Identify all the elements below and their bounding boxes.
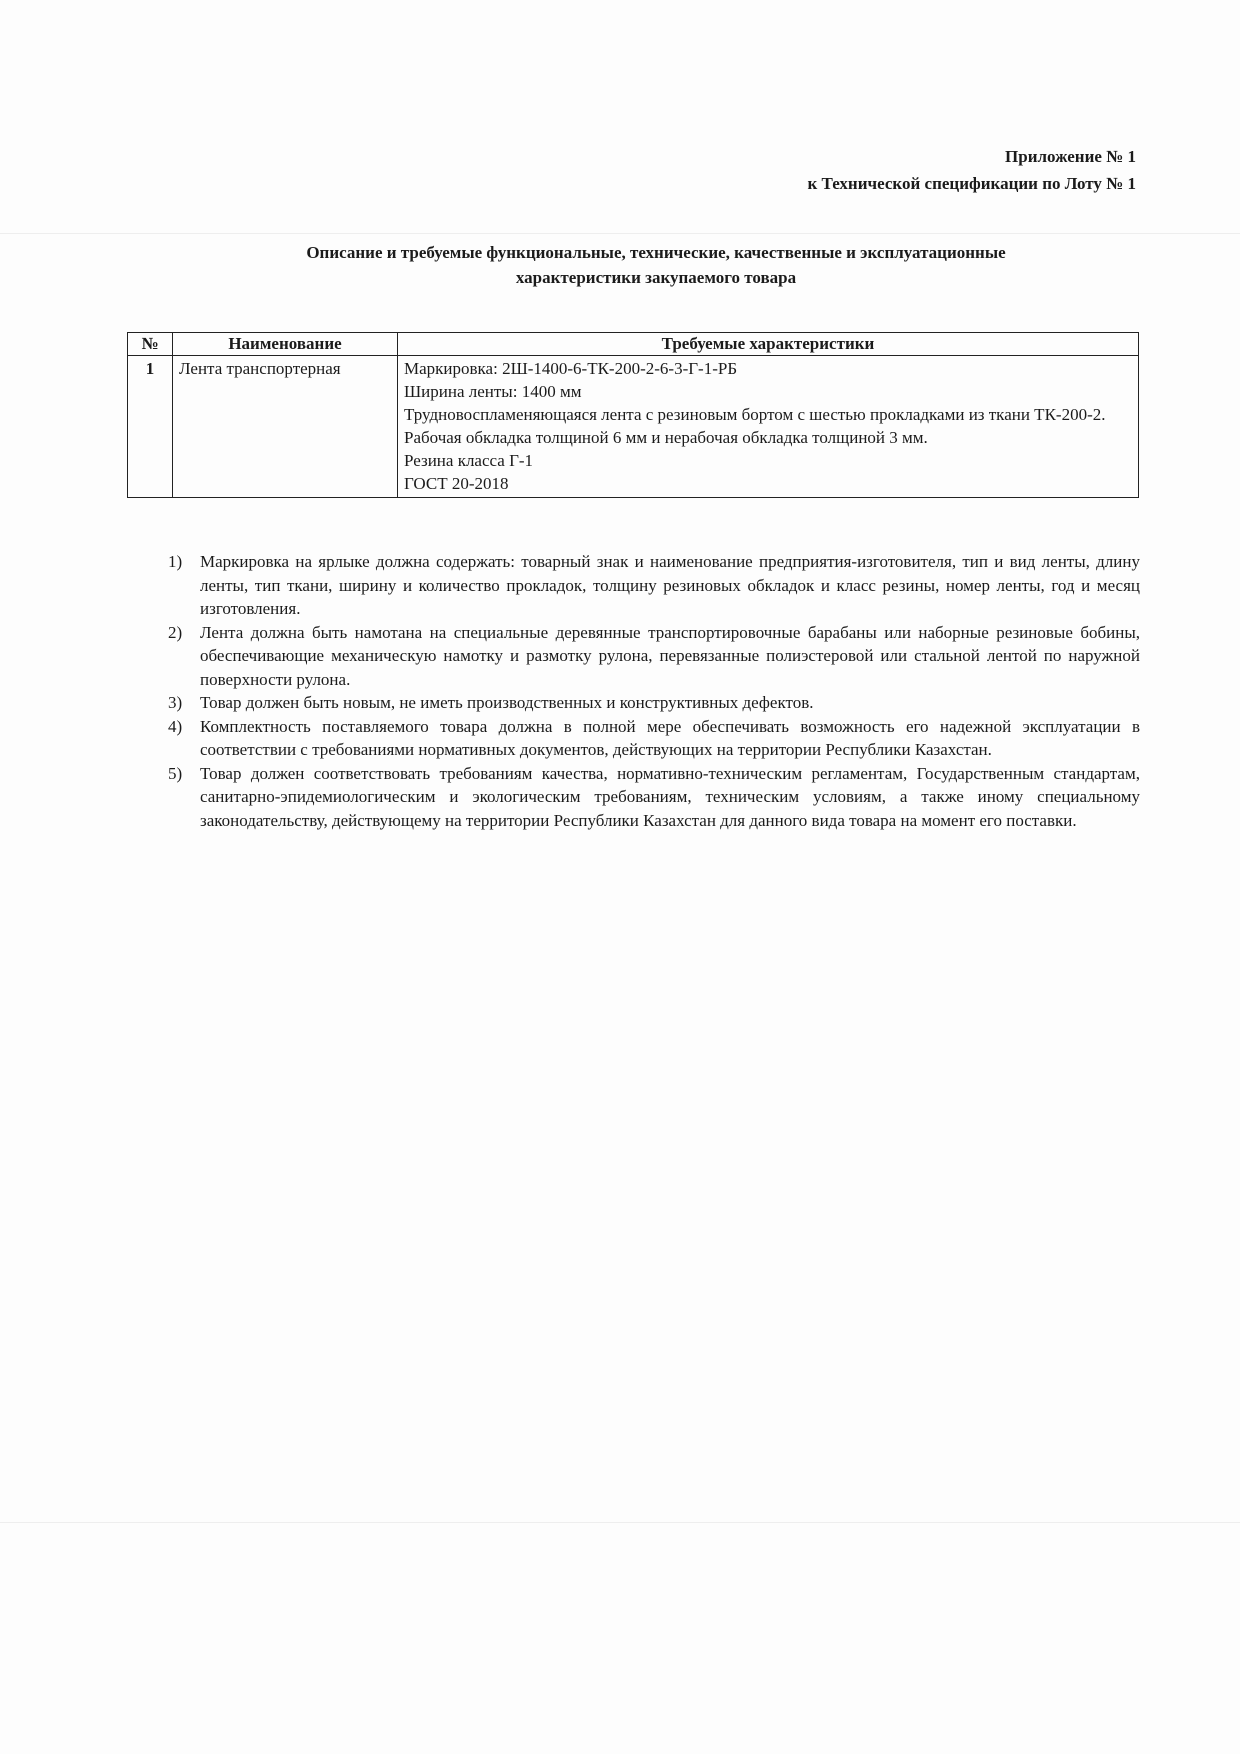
list-item-number: 3): [168, 693, 183, 712]
appendix-header: [807, 143, 1136, 197]
list-item-text: Товар должен быть новым, не иметь производственных и конструктивных дефектов.: [200, 693, 814, 712]
row-name: Лента транспортерная: [173, 356, 398, 498]
list-item-text: Товар должен соответствовать требованиям качества, нормативно-техническим регламентам, Государственным стандартам, санитарно-эпидемиологическим и экологическим требованиям, техническим условиям, а также иному специальному законодательству, действующему на территории Республики Казахстан для данного вида товара на момент его поставки.: [200, 763, 1140, 830]
specification-table: [127, 332, 1139, 498]
header-num: №: [128, 333, 173, 356]
scan-artifact-line: [0, 1522, 1240, 1523]
list-item: [168, 762, 1140, 833]
spec-line: Маркировка: 2Ш-1400-6-ТК-200-2-6-3-Г-1-РБ: [404, 359, 738, 378]
requirements-list: [168, 550, 1140, 832]
table-header-row: [128, 333, 1139, 356]
spec-line: Резина класса Г-1: [404, 451, 534, 470]
header-name: Наименование: [173, 333, 398, 356]
spec-line: Ширина ленты: 1400 мм: [404, 382, 582, 401]
list-item-number: 1): [168, 552, 183, 571]
document-title: [170, 240, 1142, 290]
title-line-1: Описание и требуемые функциональные, технические, качественные и эксплуатационные: [306, 243, 1006, 262]
list-item-number: 2): [168, 622, 183, 642]
spec-line: Трудновоспламеняющаяся лента с резиновым бортом с шестью прокладками из ткани ТК-200-2.: [404, 405, 1106, 424]
list-item-text: Лента должна быть намотана на специальные деревянные транспортировочные барабаны или наборные резиновые бобины, обеспечивающие механическую намотку и размотку рулона, перевязанные полиэстеровой или стальной лентой по наружной поверхности рулона.: [200, 622, 1140, 689]
header-spec: Требуемые характеристики: [398, 333, 1139, 356]
list-item-number: 4): [168, 716, 183, 736]
row-specs: [398, 356, 1139, 498]
spec-line: ГОСТ 20-2018: [404, 474, 509, 493]
list-item: [168, 715, 1140, 762]
list-item: [168, 550, 1140, 621]
list-item-text: Комплектность поставляемого товара должна в полной мере обеспечивать возможность его надежной эксплуатации в соответствии с требованиями нормативных документов, действующих на территории Республики Казахстан.: [200, 716, 1140, 759]
title-line-2: характеристики закупаемого товара: [515, 268, 797, 287]
list-item: [168, 691, 1140, 715]
list-item-number: 5): [168, 763, 183, 783]
table-row: [128, 356, 1139, 498]
spec-line: Рабочая обкладка толщиной 6 мм и нерабочая обкладка толщиной 3 мм.: [404, 428, 928, 447]
list-item: [168, 621, 1140, 692]
scan-artifact-line: [0, 233, 1240, 234]
row-num: 1: [128, 356, 173, 498]
appendix-line-1: Приложение № 1: [1005, 147, 1136, 166]
list-item-text: Маркировка на ярлыке должна содержать: товарный знак и наименование предприятия-изготовителя, тип и вид ленты, длину ленты, тип ткани, ширину и количество прокладок, толщину резиновых обкладок и класс резины, номер ленты, год и месяц изготовления.: [200, 552, 1140, 618]
appendix-line-2: к Технической спецификации по Лоту № 1: [807, 174, 1136, 193]
